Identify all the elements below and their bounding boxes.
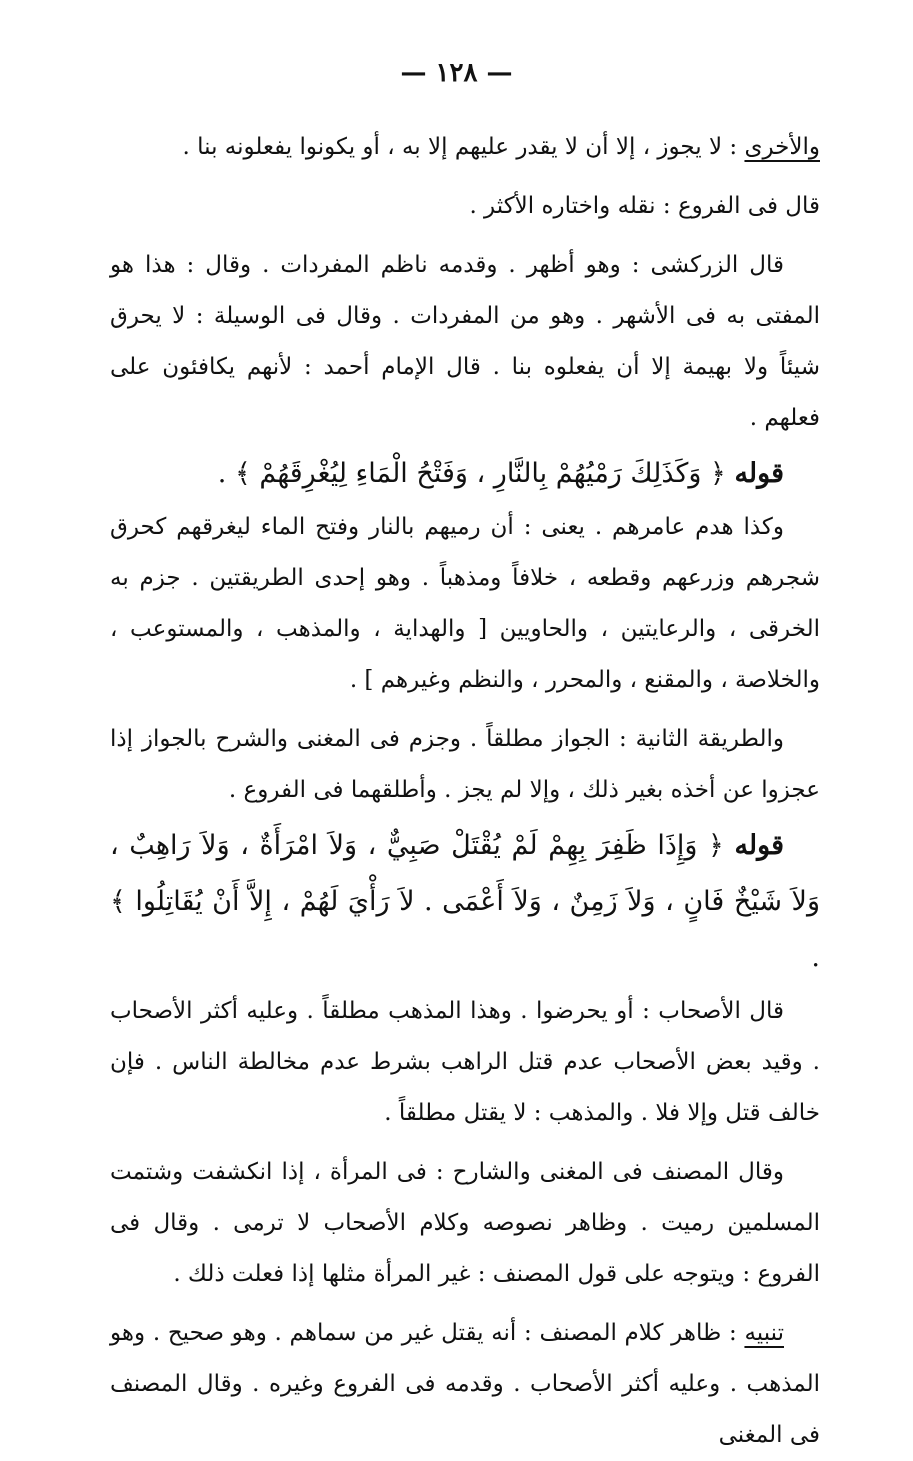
paragraph-4-text: ﴿ وَكَذَلِكَ رَمْيُهُمْ بِالنَّارِ ، وَفَتْحُ الْمَاءِ لِيُغْرِقَهُمْ ﴾ . [217, 458, 735, 489]
paragraph-10-text: : ظاهر كلام المصنف : أنه يقتل غير من سماهم . وهو صحيح . وهو المذهب . وعليه أكثر الأصحاب . وقدمه فى الفروع وغيره . وقال المصنف فى المغنى [110, 1320, 820, 1448]
paragraph-1-text: : لا يجوز ، إلا أن لا يقدر عليهم إلا به ، أو يكونوا يفعلونه بنا . [182, 134, 745, 160]
paragraph-1 [110, 122, 820, 173]
paragraph-4-lead: قوله [734, 458, 784, 489]
paragraph-9: وقال المصنف فى المغنى والشارح : فى المرأة ، إذا انكشفت وشتمت المسلمين رميت . وظاهر نصوصه وكلام الأصحاب لا ترمى . وقال فى الفروع : ويتوجه على قول المصنف : غير المرأة مثلها إذا فعلت ذلك . [110, 1159, 820, 1287]
paragraph-10-lead: تنبيه [744, 1320, 784, 1346]
paragraph-2: قال فى الفروع : نقله واختاره الأكثر . [469, 193, 820, 219]
paragraph-4-verse [110, 446, 820, 502]
paragraph-3: قال الزركشى : وهو أظهر . وقدمه ناظم المفردات . وقال : هذا هو المفتى به فى الأشهر . وهو من المفردات . وقال فى الوسيلة : لا يحرق شيئاً ولا بهيمة إلا أن يفعلوه بنا . قال الإمام أحمد : لأنهم يكافئون على فعلهم . [110, 252, 820, 431]
paragraph-1-lead: والأخرى [744, 134, 820, 160]
paragraph-7-text: ﴿ وَإِذَا ظَفِرَ بِهِمْ لَمْ يُقْتَلْ صَبِيٌّ ، وَلاَ امْرَأَةٌ ، وَلاَ رَاهِبٌ ، وَلاَ شَيْخٌ فَانٍ ، وَلاَ زَمِنٌ ، وَلاَ أَعْمَى . لاَ رَأْيَ لَهُمْ ، إِلاَّ أَنْ يُقَاتِلُوا ﴾ . [110, 830, 820, 973]
paragraph-10 [110, 1308, 820, 1461]
paragraph-7-verse [110, 818, 820, 986]
paragraph-5: وكذا هدم عامرهم . يعنى : أن رميهم بالنار وفتح الماء ليغرقهم كحرق شجرهم وزرعهم وقطعه ، خلافاً ومذهباً . وهو إحدى الطريقتين . جزم به الخرقى ، والرعايتين ، والحاويين [ والهداية ، والمذهب ، والمستوعب ، والخلاصة ، والمقنع ، والمحرر ، والنظم وغيرهم ] . [110, 514, 820, 693]
page-body [110, 122, 820, 1461]
page-number: — ١٢٨ — [400, 58, 513, 88]
paragraph-8: قال الأصحاب : أو يحرضوا . وهذا المذهب مطلقاً . وعليه أكثر الأصحاب . وقيد بعض الأصحاب عدم قتل الراهب بشرط عدم مخالطة الناس . فإن خالف قتل وإلا فلا . والمذهب : لا يقتل مطلقاً . [110, 998, 820, 1126]
paragraph-7-lead: قوله [734, 830, 784, 861]
paragraph-6: والطريقة الثانية : الجواز مطلقاً . وجزم فى المغنى والشرح بالجواز إذا عجزوا عن أخذه بغير ذلك ، وإلا لم يجز . وأطلقهما فى الفروع . [110, 726, 820, 803]
